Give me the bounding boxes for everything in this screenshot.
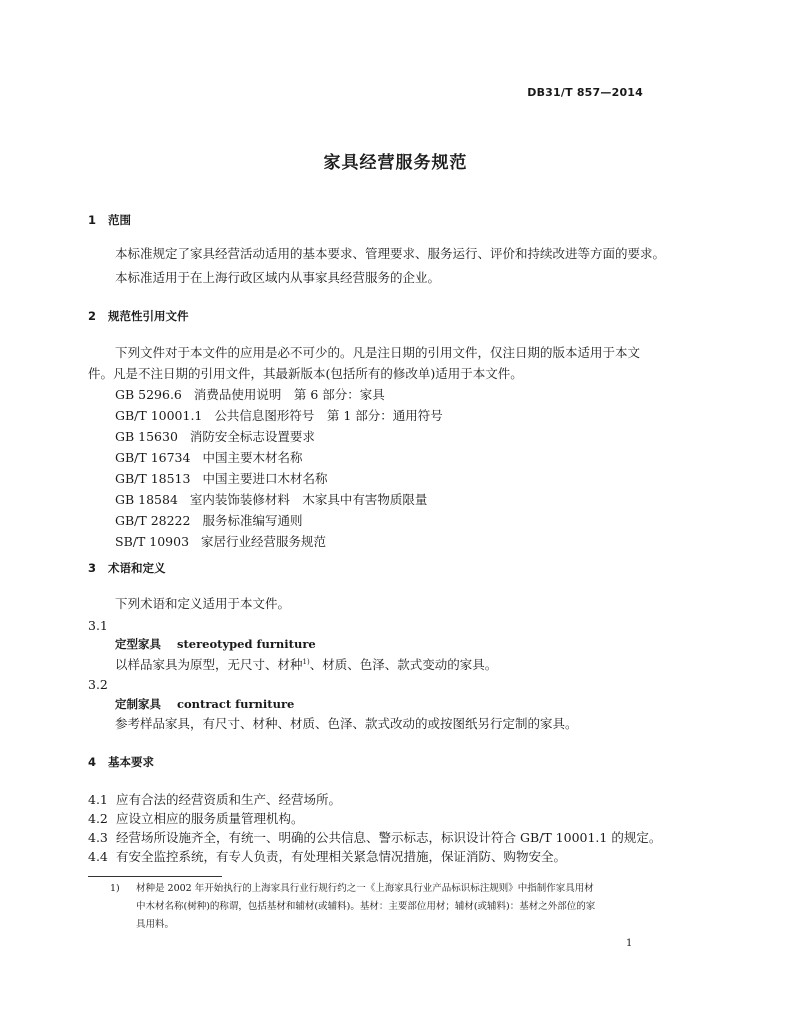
footnote-line-1 [110, 882, 594, 896]
reference-item [115, 387, 385, 403]
section-number: 2 [88, 309, 97, 323]
term-definition: 参考样品家具，有尺寸、材种、材质、色泽、款式改动的或按图纸另行定制的家具。 [115, 716, 578, 731]
requirement-number: 4.2 [88, 811, 108, 826]
term-heading [115, 696, 294, 712]
definition-text: 、材质、色泽、款式变动的家具。 [309, 657, 498, 672]
footnote-line-3: 具用料。 [136, 919, 175, 930]
requirement-item [88, 830, 661, 846]
reference-item [115, 534, 326, 550]
term-zh: 定制家具 [115, 697, 161, 711]
section-title: 基本要求 [108, 755, 154, 769]
section-1-paragraph-2: 本标准适用于在上海行政区域内从事家具经营服务的企业。 [115, 270, 441, 285]
reference-item [115, 492, 427, 508]
requirement-item [88, 811, 304, 827]
term-en: contract furniture [177, 697, 295, 711]
definition-text: 以样品家具为原型，无尺寸、材种 [115, 657, 303, 672]
section-1-heading [88, 212, 131, 228]
requirement-text: 应有合法的经营资质和生产、经营场所。 [116, 792, 342, 807]
reference-code: GB/T 16734 [115, 450, 191, 465]
requirement-text: 有安全监控系统，有专人负责，有处理相关紧急情况措施，保证消防、购物安全。 [116, 849, 567, 864]
reference-code: GB 18584 [115, 492, 178, 507]
section-4-heading [88, 754, 154, 770]
requirement-item [88, 792, 341, 808]
footnote-ref: 1) [302, 657, 310, 666]
reference-title: 室内装饰装修材料 木家具中有害物质限量 [189, 492, 428, 507]
section-2-intro-line-1: 下列文件对于本文件的应用是必不可少的。凡是注日期的引用文件，仅注日期的版本适用于本文 [115, 345, 641, 360]
reference-item [115, 471, 327, 487]
reference-title: 消防安全标志设置要求 [189, 429, 315, 444]
standard-code: DB31/T 857—2014 [527, 86, 643, 99]
requirement-item [88, 849, 566, 865]
section-number: 3 [88, 561, 97, 575]
footnote-divider [88, 876, 222, 877]
reference-code: GB/T 10001.1 [115, 408, 203, 423]
requirement-number: 4.3 [88, 830, 108, 845]
reference-item [115, 408, 443, 424]
requirement-number: 4.1 [88, 792, 108, 807]
reference-title: 家居行业经营服务规范 [201, 534, 327, 549]
section-title: 规范性引用文件 [108, 309, 189, 323]
section-title: 范围 [108, 213, 131, 227]
footnote-mark: 1) [110, 883, 120, 894]
section-2-intro-line-2: 件。凡是不注日期的引用文件，其最新版本(包括所有的修改单)适用于本文件。 [88, 366, 523, 381]
section-3-intro: 下列术语和定义适用于本文件。 [115, 596, 291, 611]
term-zh: 定型家具 [115, 637, 161, 651]
term-definition [115, 657, 497, 673]
reference-title: 公共信息图形符号 第 1 部分：通用符号 [214, 408, 443, 423]
reference-title: 消费品使用说明 第 6 部分：家具 [193, 387, 385, 402]
term-number: 3.1 [88, 618, 108, 633]
reference-item [115, 450, 302, 466]
section-3-heading [88, 560, 166, 576]
term-number: 3.2 [88, 677, 108, 692]
reference-code: SB/T 10903 [115, 534, 190, 549]
section-number: 1 [88, 213, 97, 227]
reference-title: 中国主要木材名称 [202, 450, 303, 465]
reference-code: GB 5296.6 [115, 387, 182, 402]
requirement-text: 经营场所设施齐全，有统一、明确的公共信息、警示标志，标识设计符合 GB/T 10001.1 的规定。 [116, 830, 662, 845]
reference-title: 服务标准编写通则 [202, 513, 303, 528]
requirement-number: 4.4 [88, 849, 108, 864]
term-heading [115, 636, 316, 652]
reference-code: GB 15630 [115, 429, 178, 444]
footnote-text: 材种是 2002 年开始执行的上海家具行业行规行约之一《上海家具行业产品标识标注规则》中指制作家具用材 [136, 883, 594, 894]
document-title: 家具经营服务规范 [323, 153, 468, 173]
section-title: 术语和定义 [108, 561, 166, 575]
section-2-heading [88, 308, 189, 324]
section-number: 4 [88, 755, 97, 769]
reference-title: 中国主要进口木材名称 [202, 471, 328, 486]
term-en: stereotyped furniture [177, 637, 316, 651]
footnote-line-2: 中木材名称(树种)的称谓，包括基材和辅材(或辅料)。基材：主要部位用材；辅材(或辅料)：基材之外部位的家 [136, 901, 596, 912]
reference-item [115, 429, 315, 445]
page-number: 1 [626, 938, 633, 949]
reference-item [115, 513, 302, 529]
requirement-text: 应设立相应的服务质量管理机构。 [116, 811, 304, 826]
reference-code: GB/T 28222 [115, 513, 191, 528]
section-1-paragraph-1: 本标准规定了家具经营活动适用的基本要求、管理要求、服务运行、评价和持续改进等方面的要求。 [115, 246, 666, 261]
reference-code: GB/T 18513 [115, 471, 191, 486]
